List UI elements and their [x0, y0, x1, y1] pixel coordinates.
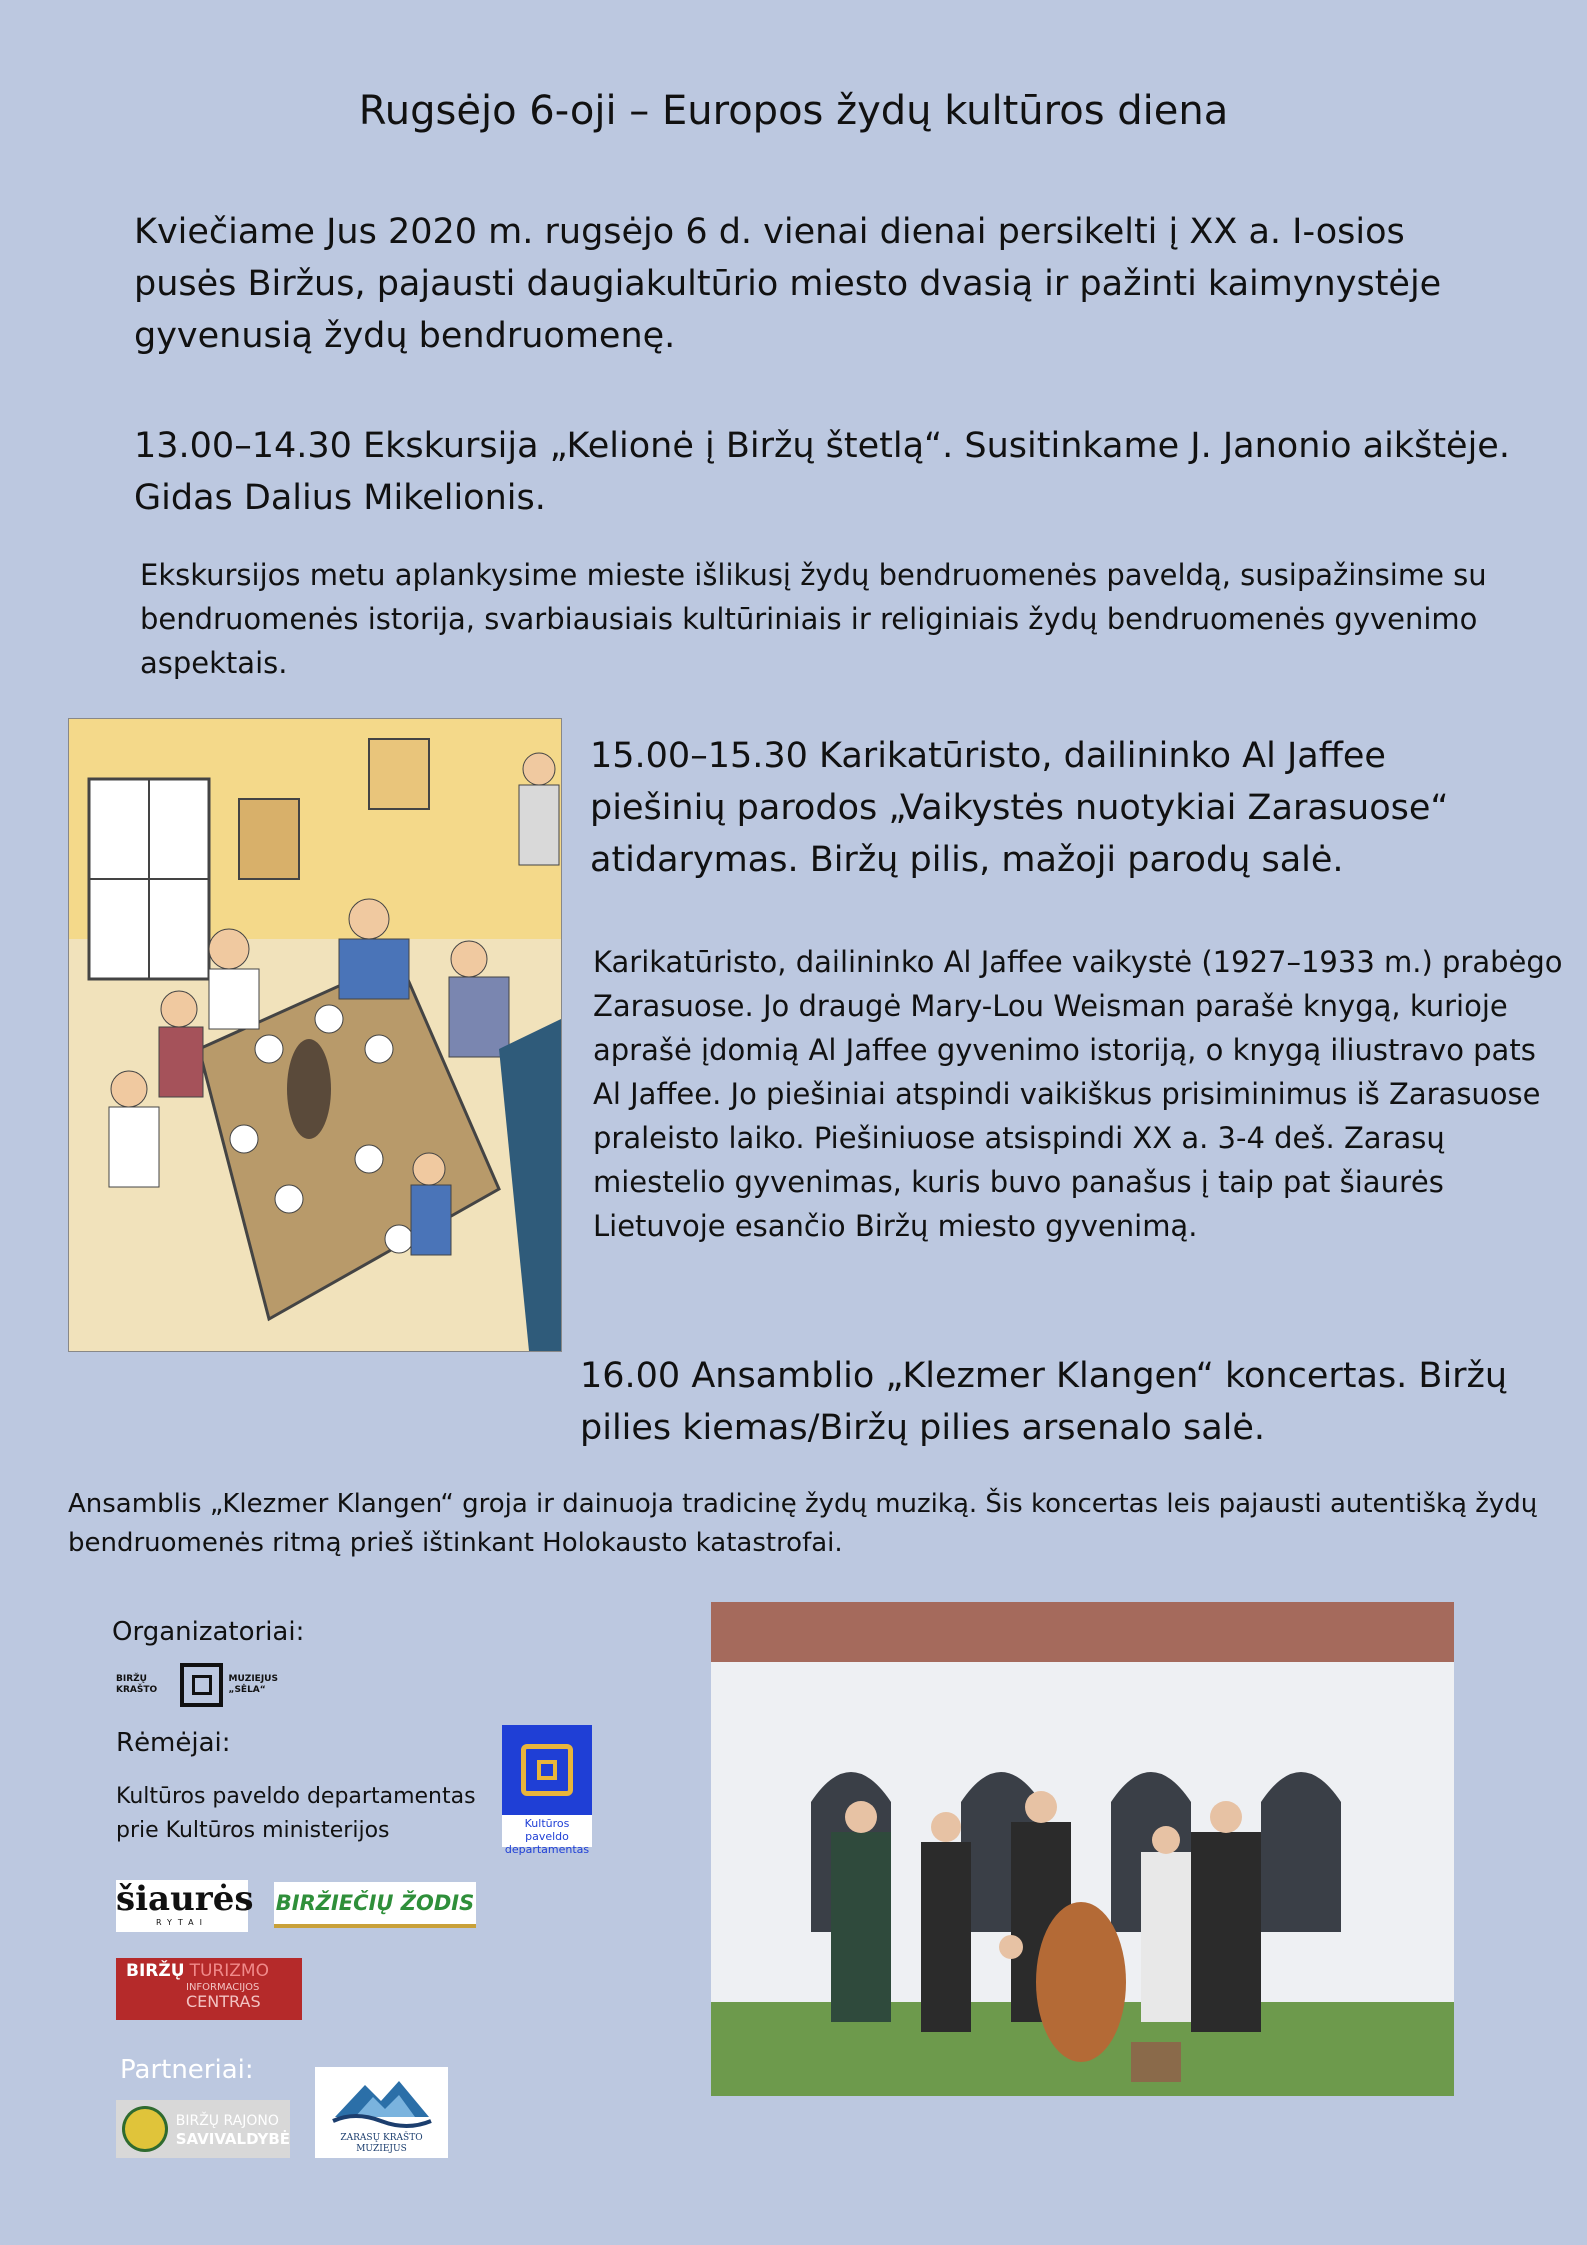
turizmo-logo-line4: CENTRAS	[186, 1992, 261, 2011]
sela-logo-left-text: BIRŽŲ KRAŠTO	[116, 1674, 158, 1695]
family-dinner-illustration	[68, 718, 562, 1352]
turizmo-logo-line2: TURIZMO	[189, 1961, 269, 1981]
siaures-logo-sub: RYTAI	[155, 1918, 209, 1927]
sela-logo-emblem-icon	[180, 1663, 223, 1707]
event1-heading: 13.00–14.30 Ekskursija „Kelionė į Biržų štetlą“. Susitinkame J. Janonio aikštėje. Gidas Dalius Mikelionis.	[134, 426, 1510, 518]
dept-emblem-icon	[502, 1725, 592, 1815]
page-title: Rugsėjo 6-oji – Europos žydų kultūros diena	[358, 88, 1229, 134]
sela-museum-logo	[116, 1662, 296, 1708]
dept-text: Kultūros paveldo departamentas prie Kultūros ministerijos	[116, 1784, 476, 1843]
klezmer-photo-drawing	[711, 1602, 1454, 2096]
intro-text: Kviečiame Jus 2020 m. rugsėjo 6 d. vienai dienai persikelti į XX a. I-osios pusės Biržus, pajausti daugiakultūrio miesto dvasią ir pažinti kaimynystėje gyvenusią žydų bendruomenę.	[134, 212, 1442, 356]
sela-logo-right-text: MUZIEJUS „SĖLA“	[228, 1674, 278, 1695]
dept-logo	[502, 1725, 592, 1856]
sponsors-label: Rėmėjai:	[116, 1728, 231, 1758]
savivaldybe-line2: SAVIVALDYBĖ	[175, 2129, 290, 2148]
savivaldybe-line1: BIRŽŲ RAJONO	[175, 2112, 279, 2129]
birzieciu-logo-text: BIRŽIEČIŲ ŽODIS	[275, 1891, 475, 1915]
partners-label: Partneriai:	[120, 2055, 254, 2085]
turizmo-centras-logo	[116, 1958, 302, 2020]
birzu-savivaldybe-logo	[116, 2100, 290, 2158]
siaures-rytai-logo	[116, 1879, 254, 1932]
event2-heading: 15.00–15.30 Karikatūristo, dailininko Al Jaffee piešinių parodos „Vaikystės nuotykiai Zarasuose“ atidarymas. Biržų pilis, mažoji parodų salė.	[590, 736, 1449, 880]
event3-heading: 16.00 Ansamblio „Klezmer Klangen“ koncertas. Biržų pilies kiemas/Biržų pilies arsenalo salė.	[580, 1356, 1508, 1448]
family-dinner-drawing	[69, 719, 561, 1351]
zarasu-museum-logo	[315, 2067, 448, 2158]
klezmer-ensemble-photo	[711, 1602, 1454, 2096]
event1-description: Ekskursijos metu aplankysime mieste išlikusį žydų bendruomenės paveldą, susipažinsime su bendruomenės istorija, svarbiausiais kultūriniais ir religiniais žydų bendruomenės gyvenimo aspektais.	[140, 558, 1487, 680]
siaures-logo-text: šiaurės	[116, 1879, 254, 1919]
event2-description: Karikatūristo, dailininko Al Jaffee vaikystė (1927–1933 m.) prabėgo Zarasuose. Jo draugė Mary-Lou Weisman parašė knygą, kurioje aprašė įdomią Al Jaffee gyvenimo istoriją, o knygą iliustravo pats Al Jaffee. Jo piešiniai atspindi vaikiškus prisiminimus iš Zarasuose praleisto laiko. Piešiniuose atsispindi XX a. 3-4 deš. Zarasų miestelio gyvenimas, kuris buvo panašus į taip pat šiaurės Lietuvoje esančio Biržų miesto gyvenimą.	[593, 945, 1563, 1243]
zarasu-mountain-icon	[315, 2067, 448, 2129]
turizmo-logo-line1: BIRŽŲ	[126, 1961, 185, 1981]
organizers-label: Organizatoriai:	[112, 1617, 305, 1647]
event3-description: Ansamblis „Klezmer Klangen“ groja ir dainuoja tradicinę žydų muziką. Šis koncertas leis pajausti autentišką žydų bendruomenės ritmą prieš ištinkant Holokausto katastrofai.	[68, 1489, 1538, 1558]
dept-logo-caption: Kultūros paveldo departamentas	[504, 1817, 590, 1856]
birzieciu-zodis-logo	[274, 1882, 476, 1928]
zarasu-logo-text: ZARASŲ KRAŠTO MUZIEJUS	[340, 2133, 423, 2154]
savivaldybe-crest-icon	[122, 2106, 168, 2152]
turizmo-logo-line3: INFORMACIJOS	[186, 1982, 260, 1993]
